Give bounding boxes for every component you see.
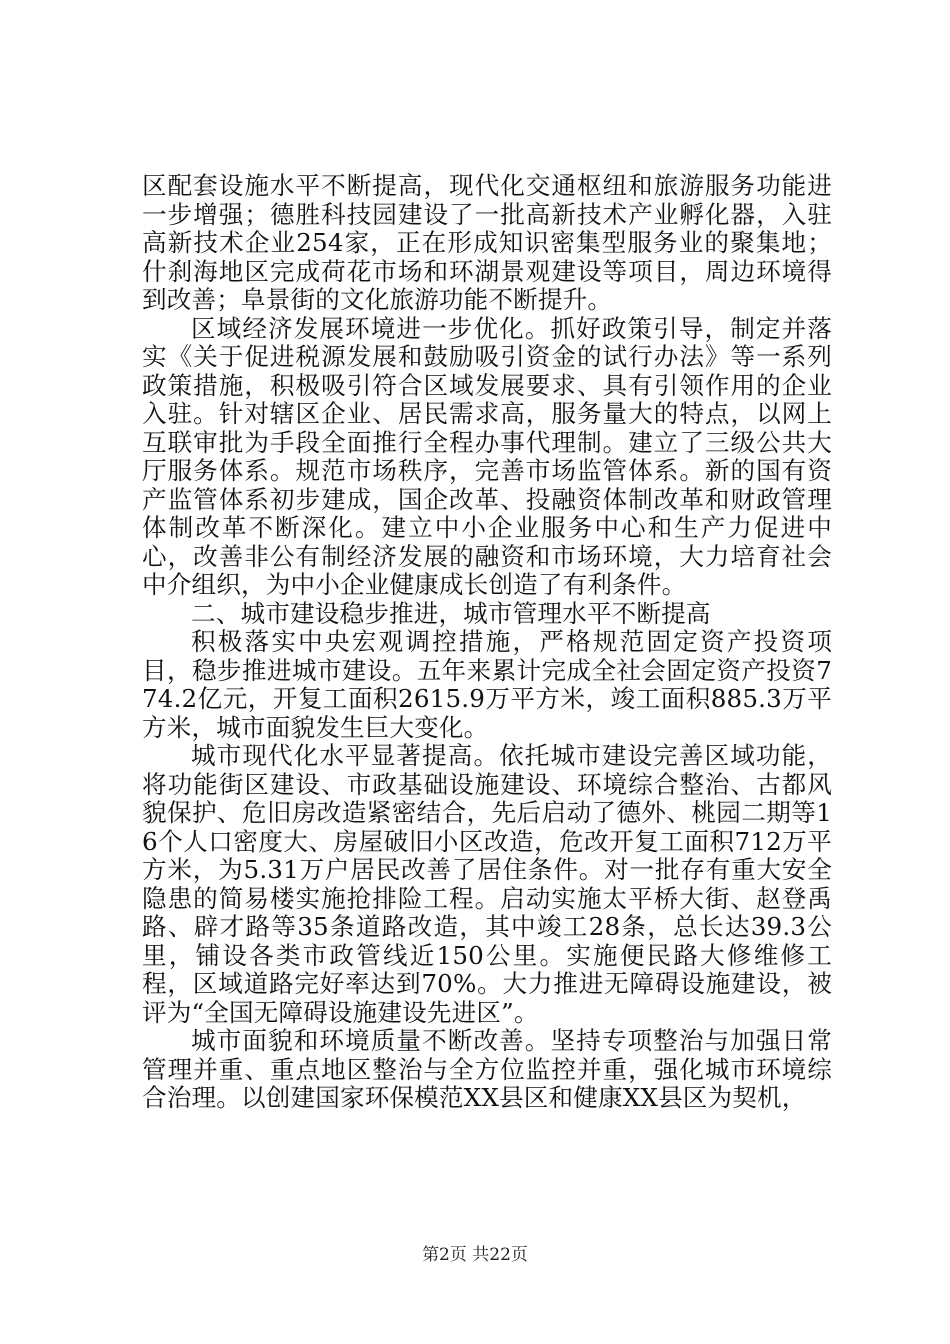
section-heading: 二、城市建设稳步推进，城市管理水平不断提高 [191, 598, 711, 628]
paragraph-continuation: 区配套设施水平不断提高，现代化交通枢纽和旅游服务功能进一步增强；德胜科技园建设了一批高新技术产业孵化器，入驻高新技术企业254家，正在形成知识密集型服务业的聚集地；什刹海地区完成荷花市场和环湖景观建设等项目，周边环境得到改善；阜景街的文化旅游功能不断提升。 [142, 171, 832, 314]
paragraph-economic-environment: 区域经济发展环境进一步优化。抓好政策引导，制定并落实《关于促进税源发展和鼓励吸引资金的试行办法》等一系列政策措施，积极吸引符合区域发展要求、具有引领作用的企业入驻。针对辖区企业、居民需求高，服务量大的特点，以网上互联审批为手段全面推行全程办事代理制。建立了三级公共大厅服务体系。规范市场秩序，完善市场监管体系。新的国有资产监管体系初步建成，国企改革、投融资体制改革和财政管理体制改革不断深化。建立中小企业服务中心和生产力促进中心，改善非公有制经济发展的融资和市场环境，大力培育社会中介组织，为中小企业健康成长创造了有利条件。 [142, 313, 832, 599]
paragraph-environment-quality: 城市面貌和环境质量不断改善。坚持专项整治与加强日常管理并重、重点地区整治与全方位监控并重，强化城市环境综合治理。以创建国家环保模范XX县区和健康XX县区为契机， [142, 1026, 832, 1112]
paragraph-urban-construction: 积极落实中央宏观调控措施，严格规范固定资产投资项目，稳步推进城市建设。五年来累计完成全社会固定资产投资774.2亿元，开复工面积2615.9万平方米，竣工面积885.3万平方米，城市面貌发生巨大变化。 [142, 627, 832, 742]
page-number-footer: 第2页 共22页 [422, 1245, 528, 1265]
paragraph-modernization: 城市现代化水平显著提高。依托城市建设完善区域功能，将功能街区建设、市政基础设施建设、环境综合整治、古都风貌保护、危旧房改造紧密结合，先后启动了德外、桃园二期等16个人口密度大、房屋破旧小区改造，危改开复工面积712万平方米，为5.31万户居民改善了居住条件。对一批存有重大安全隐患的简易楼实施抢排险工程。启动实施太平桥大街、赵登禹路、辟才路等35条道路改造，其中竣工28条，总长达39.3公里，铺设各类市政管线近150公里。实施便民路大修维修工程，区域道路完好率达到70%。大力推进无障碍设施建设，被评为“全国无障碍设施建设先进区”。 [142, 741, 832, 1027]
document-body [142, 172, 832, 1113]
